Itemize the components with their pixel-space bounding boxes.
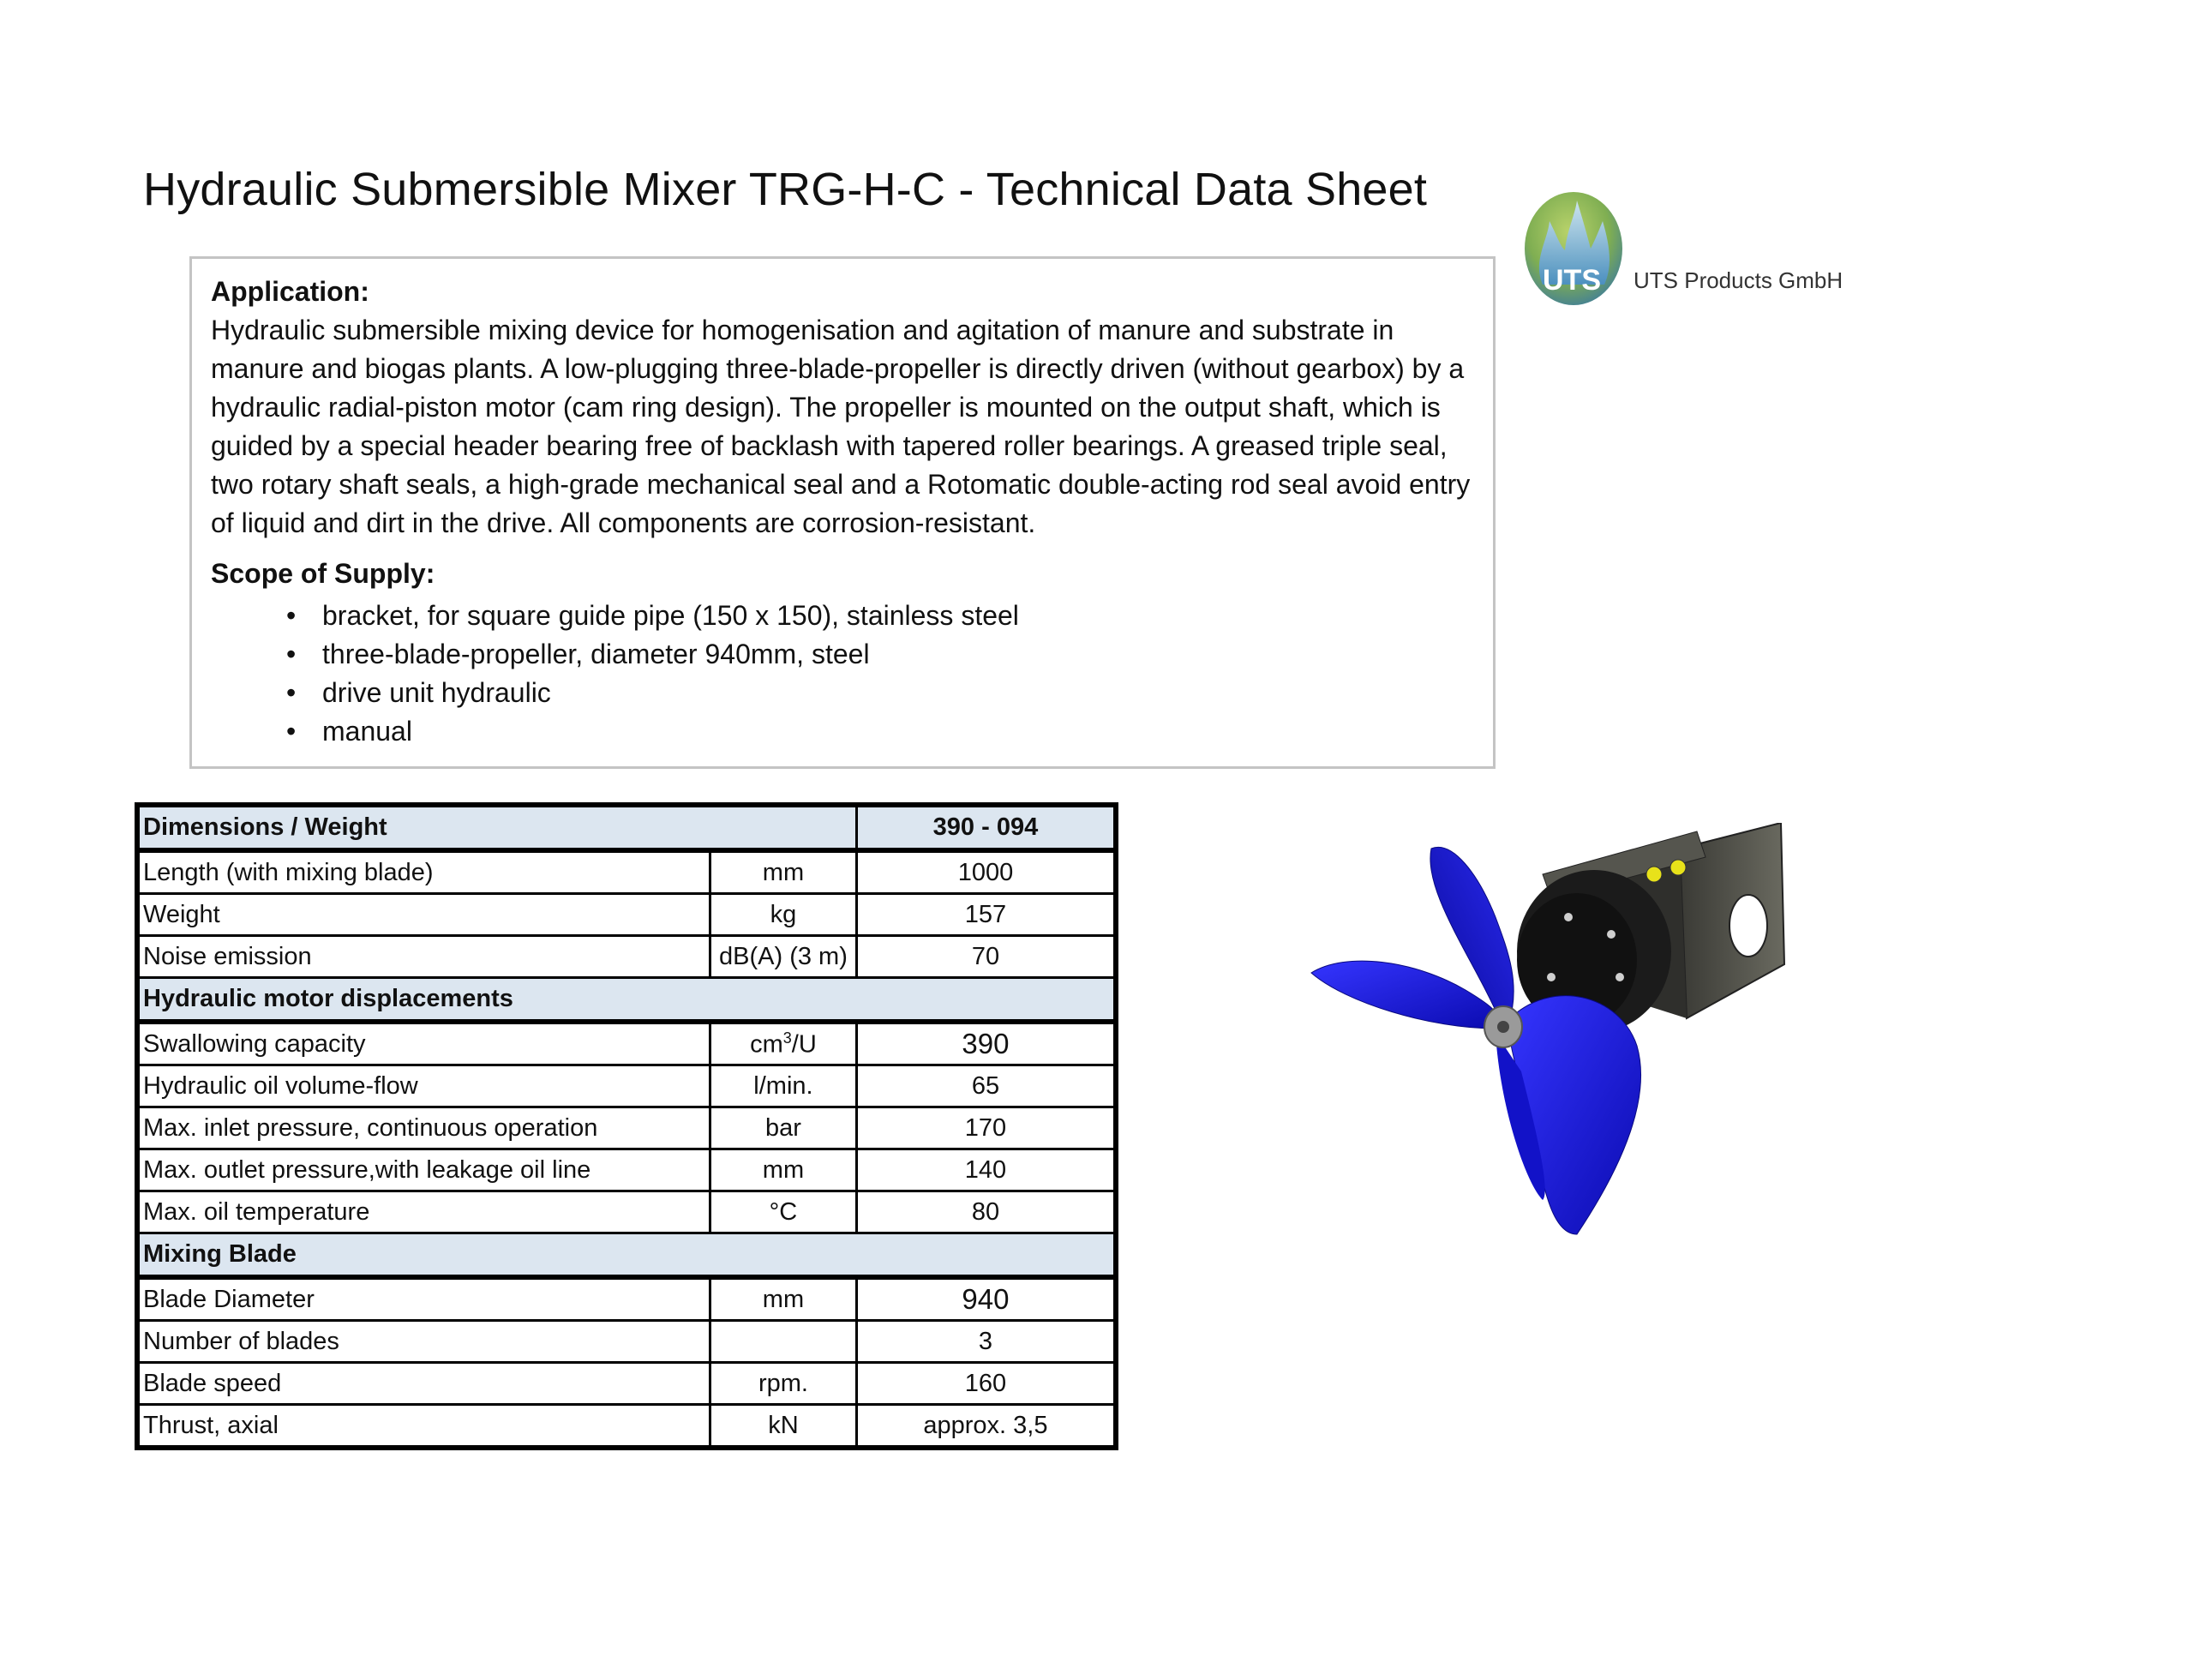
table-row — [137, 894, 1116, 936]
row-unit: dB(A) (3 m) — [710, 936, 857, 978]
row-unit — [710, 1022, 857, 1065]
scope-item: • bracket, for square guide pipe (150 x 150), stainless steel — [322, 597, 1474, 635]
mixer-product-image — [1294, 823, 1800, 1251]
company-logo — [1524, 189, 1843, 309]
row-unit: kg — [710, 894, 857, 936]
section-header-dimensions — [137, 805, 1116, 850]
application-box — [189, 256, 1496, 769]
table-row — [137, 1149, 1116, 1191]
table-row — [137, 1321, 1116, 1363]
row-label: Number of blades — [137, 1321, 710, 1363]
table-row — [137, 1022, 1116, 1065]
row-label: Weight — [137, 894, 710, 936]
row-unit: rpm. — [710, 1363, 857, 1405]
table-row — [137, 1107, 1116, 1149]
section-header-hydraulic — [137, 978, 1116, 1023]
company-name: UTS Products GmbH — [1634, 267, 1843, 293]
scope-item: • drive unit hydraulic — [322, 674, 1474, 712]
row-label: Max. inlet pressure, continuous operation — [137, 1107, 710, 1149]
row-value: 940 — [856, 1277, 1116, 1321]
row-value: 390 — [856, 1022, 1116, 1065]
page-title: Hydraulic Submersible Mixer TRG-H-C - Technical Data Sheet — [143, 164, 1428, 215]
scope-item: • three-blade-propeller, diameter 940mm, steel — [322, 635, 1474, 674]
table-row — [137, 1363, 1116, 1405]
scope-item: • manual — [322, 712, 1474, 751]
row-value: 70 — [856, 936, 1116, 978]
row-unit: mm — [710, 1277, 857, 1321]
table-row — [137, 1277, 1116, 1321]
row-label: Max. outlet pressure,with leakage oil line — [137, 1149, 710, 1191]
row-value: approx. 3,5 — [856, 1405, 1116, 1449]
row-value: 170 — [856, 1107, 1116, 1149]
table-row — [137, 1065, 1116, 1107]
row-label: Length (with mixing blade) — [137, 850, 710, 894]
uts-flame-logo-icon — [1524, 189, 1627, 309]
section-title: Dimensions / Weight — [137, 805, 856, 850]
row-label: Hydraulic oil volume-flow — [137, 1065, 710, 1107]
table-row — [137, 850, 1116, 894]
row-unit — [710, 1321, 857, 1363]
row-value: 3 — [856, 1321, 1116, 1363]
section-title: Mixing Blade — [137, 1233, 1116, 1278]
row-value: 80 — [856, 1191, 1116, 1233]
section-title: Hydraulic motor displacements — [137, 978, 1116, 1023]
table-row — [137, 1405, 1116, 1449]
row-unit: mm — [710, 850, 857, 894]
model-number: 390 - 094 — [856, 805, 1116, 850]
unit-tail: /U — [791, 1030, 817, 1059]
scope-heading: Scope of Supply: — [211, 558, 435, 589]
row-value: 1000 — [856, 850, 1116, 894]
row-value: 160 — [856, 1363, 1116, 1405]
row-label: Max. oil temperature — [137, 1191, 710, 1233]
row-value: 157 — [856, 894, 1116, 936]
section-header-blade — [137, 1233, 1116, 1278]
row-label: Noise emission — [137, 936, 710, 978]
row-unit: mm — [710, 1149, 857, 1191]
row-unit: bar — [710, 1107, 857, 1149]
row-value: 65 — [856, 1065, 1116, 1107]
table-row — [137, 936, 1116, 978]
application-text: Hydraulic submersible mixing device for homogenisation and agitation of manure and substrate in manure and biogas plants. A low-plugging three-blade-propeller is directly driven (without gearbox) by a hydraulic radial-piston motor (cam ring design). The propeller is mounted on the output shaft, which is guided by a special header bearing free of backlash with tapered roller bearings. A greased triple seal, two rotary shaft seals, a high-grade mechanical seal and a Rotomatic double-acting rod seal avoid entry of liquid and dirt in the drive. All components are corrosion-resistant. — [211, 315, 1471, 538]
spec-table — [135, 802, 1118, 1450]
scope-list — [211, 597, 1474, 751]
row-label: Blade Diameter — [137, 1277, 710, 1321]
application-heading: Application: — [211, 276, 369, 307]
row-value: 140 — [856, 1149, 1116, 1191]
unit-base: cm — [750, 1030, 783, 1059]
row-label: Blade speed — [137, 1363, 710, 1405]
row-unit: °C — [710, 1191, 857, 1233]
table-row — [137, 1191, 1116, 1233]
row-unit: kN — [710, 1405, 857, 1449]
logo-mark-text: UTS — [1543, 264, 1601, 297]
row-label: Thrust, axial — [137, 1405, 710, 1449]
row-unit: l/min. — [710, 1065, 857, 1107]
row-label: Swallowing capacity — [137, 1022, 710, 1065]
unit-superscript: 3 — [782, 1029, 792, 1047]
